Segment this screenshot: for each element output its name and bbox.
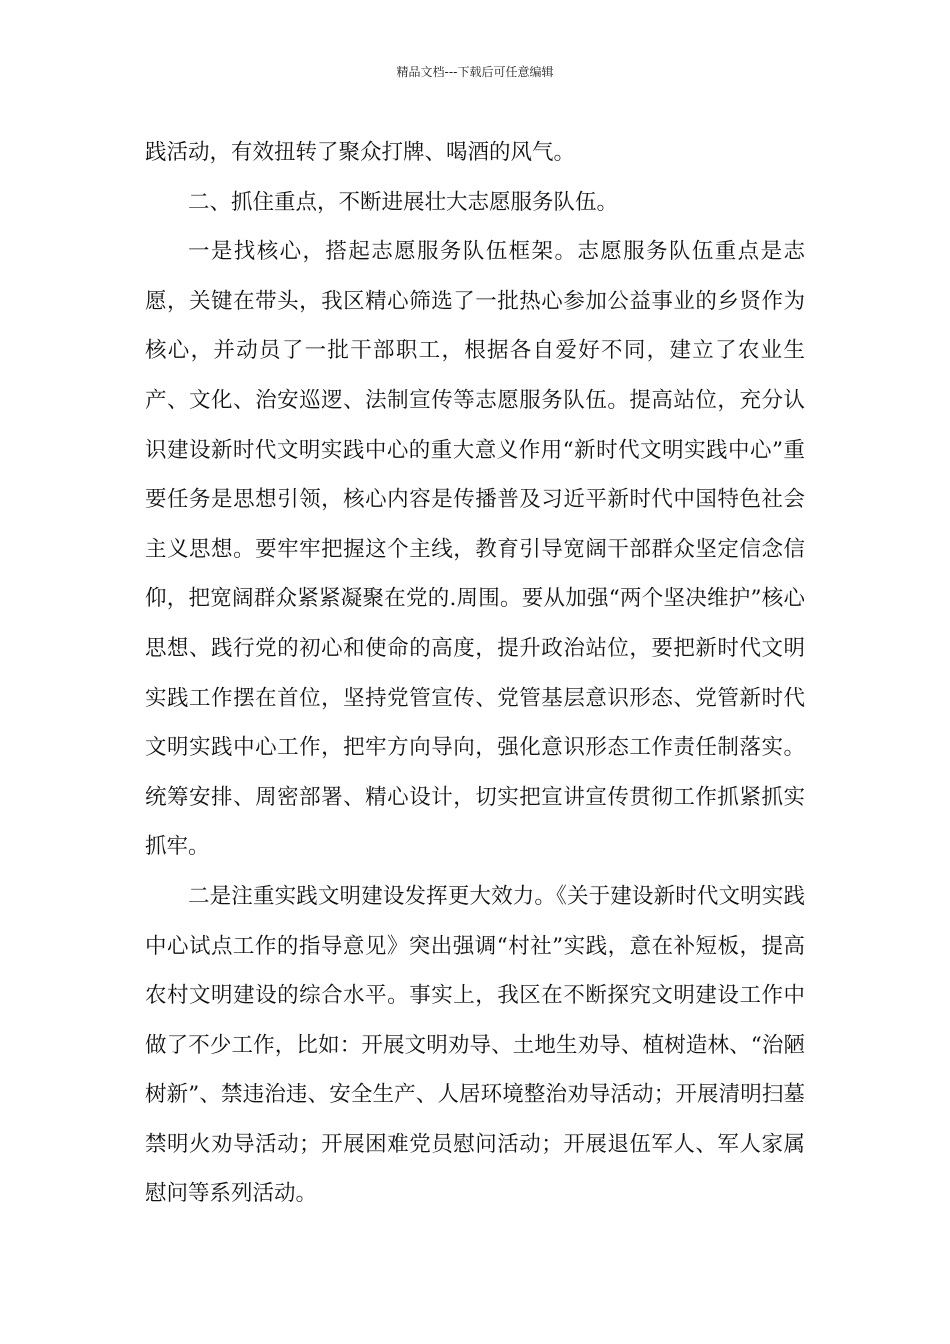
paragraph-core-team: 一是找核心，搭起志愿服务队伍框架。志愿服务队伍重点是志愿，关键在带头，我区精心筛选了一批热心参加公益事业的乡贤作为核心，并动员了一批干部职工，根据各自爱好不同，建立了农业生产、文化、治安巡逻、法制宣传等志愿服务队伍。提高站位，充分认识建设新时代文明实践中心的重大意义作用“新时代文明实践中心”重要任务是思想引领，核心内容是传播普及习近平新时代中国特色社会主义思想。要牢牢把握这个主线，教育引导宽阔干部群众坚定信念信仰，把宽阔群众紧紧凝聚在党的.周围。要从加强“两个坚决维护”核心思想、践行党的初心和使命的高度，提升政治站位，要把新时代文明实践工作摆在首位，坚持党管宣传、党管基层意识形态、党管新时代文明实践中心工作，把牢方向导向，强化意识形态工作责任制落实。统筹安排、周密部署、精心设计，切实把宣讲宣传贯彻工作抓紧抓实抓牢。 bbox=[145, 239, 805, 860]
paragraph-continuation: 践活动，有效扭转了聚众打牌、喝酒的风气。 bbox=[145, 140, 576, 165]
page-header: 精品文档---下载后可任意编辑 bbox=[396, 65, 554, 79]
section-heading: 二、抓住重点，不断进展壮大志愿服务队伍。 bbox=[188, 189, 619, 215]
document-body bbox=[145, 128, 805, 1219]
paragraph-practice: 二是注重实践文明建设发挥更大效力。《关于建设新时代文明实践中心试点工作的指导意见》突出强调“村社”实践，意在补短板，提高农村文明建设的综合水平。事实上，我区在不断探究文明建设工作中做了不少工作，比如：开展文明劝导、土地生劝导、植树造林、“治陋树新”、禁违治违、安全生产、人居环境整治劝导活动；开展清明扫墓禁明火劝导活动；开展困难党员慰问活动；开展退伍军人、军人家属慰问等系列活动。 bbox=[145, 883, 805, 1207]
